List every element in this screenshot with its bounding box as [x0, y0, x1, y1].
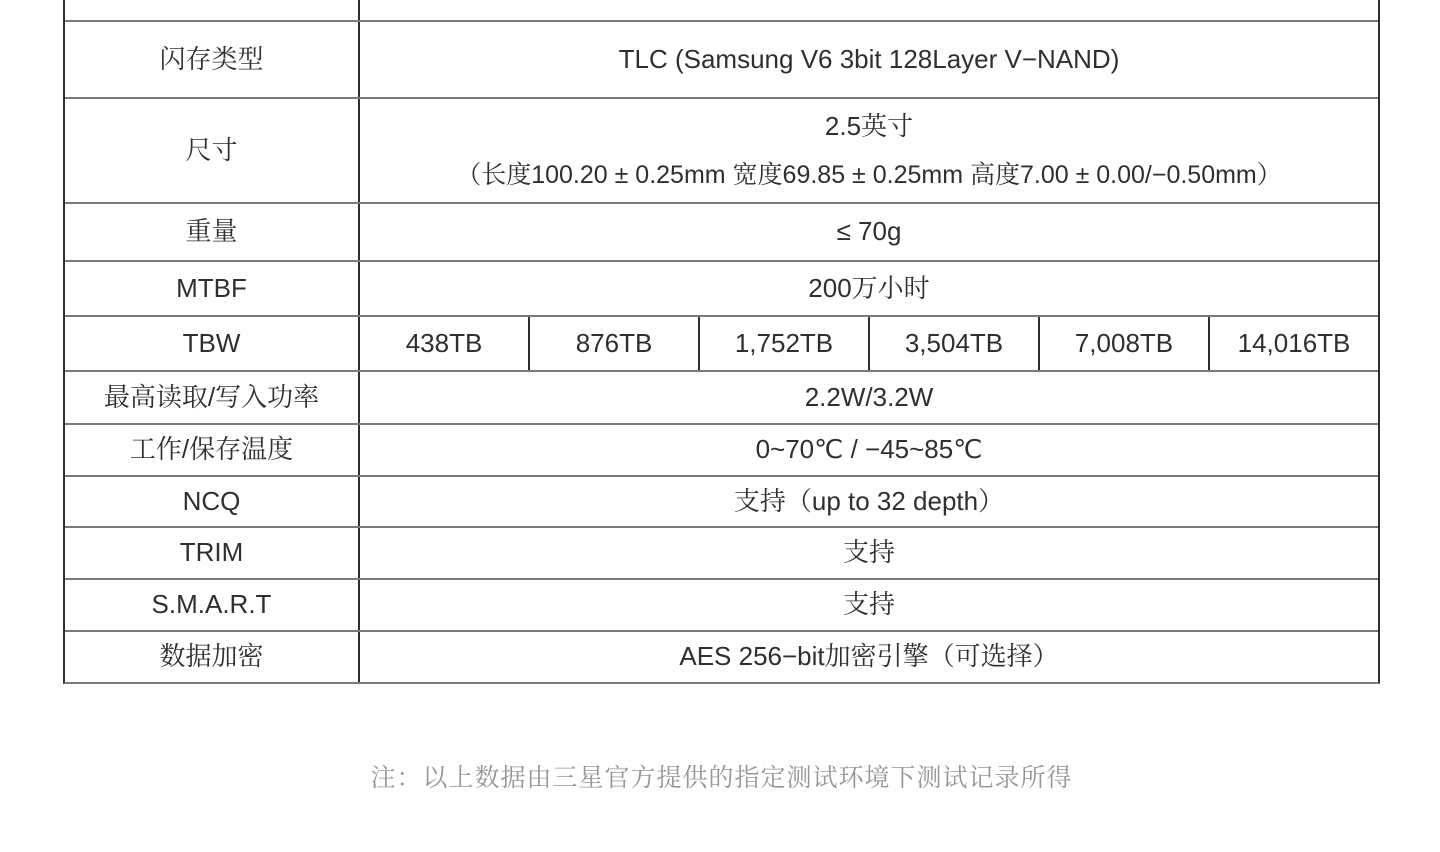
tbw-value-cell: 876TB — [528, 317, 698, 370]
spec-value-cell — [360, 0, 1378, 20]
table-row-max-power — [65, 370, 1378, 423]
table-row-temperature — [65, 423, 1378, 475]
table-row-encryption — [65, 630, 1378, 682]
table-row-mtbf — [65, 260, 1378, 315]
spec-value: 支持 — [842, 537, 895, 568]
table-row-trim — [65, 526, 1378, 578]
spec-label: TBW — [65, 317, 360, 370]
spec-label: 重量 — [65, 204, 360, 260]
spec-label: NCQ — [65, 477, 360, 526]
spec-value: ≤ 70g — [836, 216, 902, 247]
table-row-smart — [65, 578, 1378, 630]
spec-label: TRIM — [65, 528, 360, 578]
tbw-value-cell: 1,752TB — [698, 317, 868, 370]
table-row-dimensions — [65, 97, 1378, 202]
table-row-partial — [65, 0, 1378, 20]
spec-label: 最高读取/写入功率 — [65, 372, 360, 423]
spec-value: 2.2W/3.2W — [804, 381, 934, 412]
tbw-value-cell: 14,016TB — [1208, 317, 1378, 370]
spec-value: TLC (Samsung V6 3bit 128Layer V−NAND) — [618, 43, 1120, 74]
spec-label: S.M.A.R.T — [65, 580, 360, 630]
spec-value: AES 256−bit加密引擎（可选择） — [679, 641, 1059, 672]
dimensions-line2: （长度100.20 ± 0.25mm 宽度69.85 ± 0.25mm 高度7.00 ± 0.00/−0.50mm） — [456, 161, 1282, 190]
spec-label: 工作/保存温度 — [65, 425, 360, 475]
spec-label: 尺寸 — [65, 99, 360, 202]
spec-value: 200万小时 — [808, 272, 930, 303]
dimensions-line1: 2.5英寸 — [824, 110, 914, 141]
spec-label: 数据加密 — [65, 632, 360, 682]
spec-label-cell — [65, 0, 360, 20]
spec-value: 支持（up to 32 depth） — [733, 485, 1005, 516]
tbw-value-cell: 3,504TB — [868, 317, 1038, 370]
spec-label: 闪存类型 — [65, 22, 360, 97]
tbw-value-cell: 7,008TB — [1038, 317, 1208, 370]
spec-value — [360, 99, 1378, 202]
spec-value: 支持 — [842, 589, 895, 620]
spec-table — [63, 0, 1380, 684]
spec-label: MTBF — [65, 262, 360, 315]
table-row-ncq — [65, 475, 1378, 526]
test-disclaimer-note: 注：以上数据由三星官方提供的指定测试环境下测试记录所得 — [370, 764, 1073, 792]
table-row-flash-type — [65, 20, 1378, 97]
spec-value: 0~70℃ / −45~85℃ — [755, 434, 983, 465]
table-row-weight — [65, 202, 1378, 260]
tbw-value-cell: 438TB — [405, 327, 483, 358]
table-row-tbw — [65, 315, 1378, 370]
